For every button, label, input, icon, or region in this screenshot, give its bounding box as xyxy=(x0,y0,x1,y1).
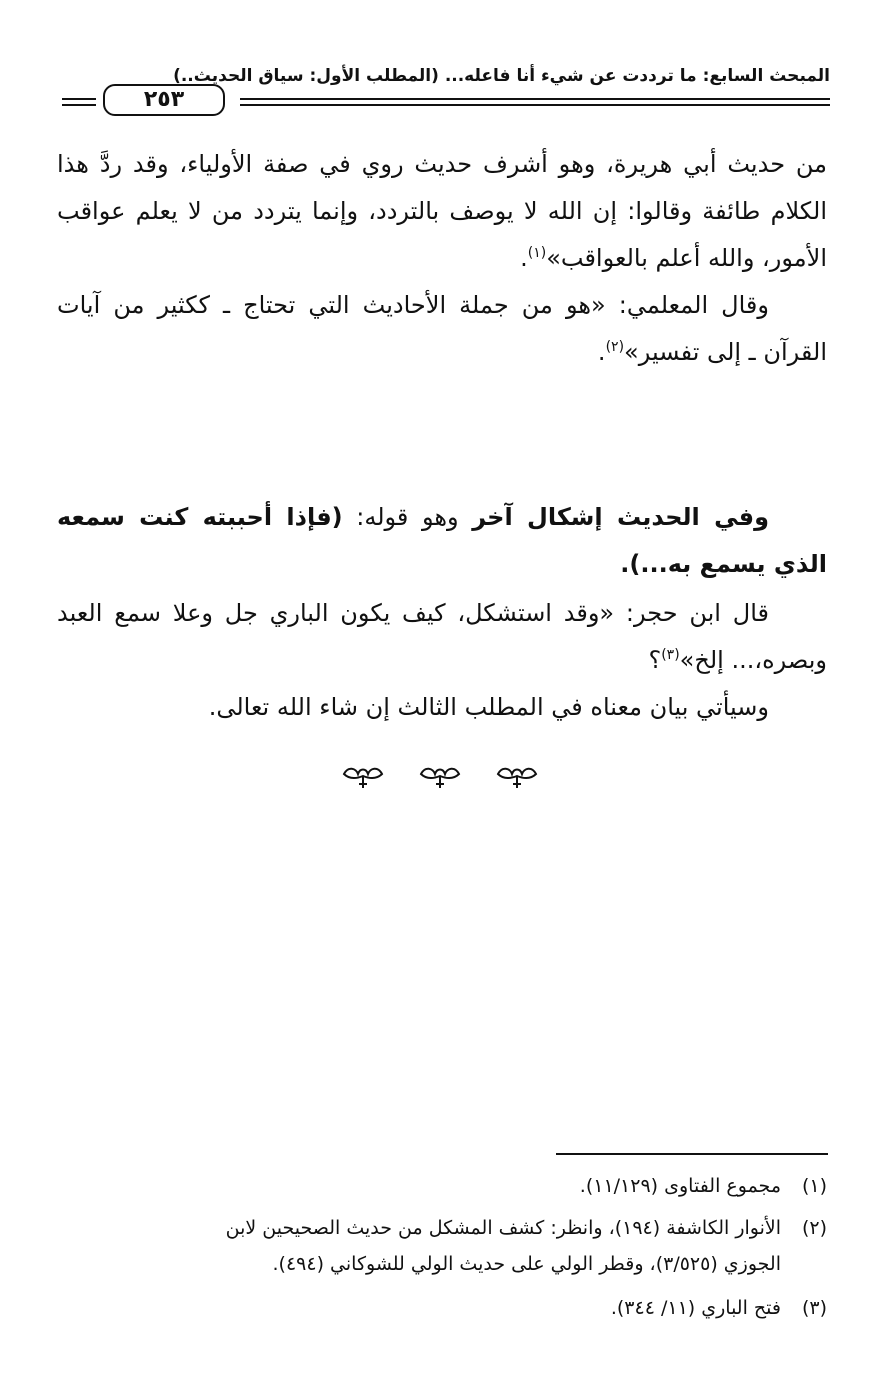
footnote xyxy=(52,1168,827,1204)
body-paragraph: قال ابن حجر: «وقد استشكل، كيف يكون الباري جل وعلا سمع العبد وبصره،... إلخ»$^{(٣)}$؟ xyxy=(57,599,827,674)
footnote-ref[interactable]: (١) xyxy=(527,245,547,261)
header-rule-left-2 xyxy=(62,104,96,106)
header-rule-right-2 xyxy=(240,104,830,106)
floral-ornament-icon xyxy=(417,762,463,792)
footnote-text: فتح الباري (١١/ ٣٤٤). xyxy=(610,1297,781,1319)
footnote-text: مجموع الفتاوى (١١/١٢٩). xyxy=(579,1175,781,1197)
body-paragraph: من حديث أبي هريرة، وهو أشرف حديث روي في صفة الأولياء، وقد ردَّ هذا الكلام طائفة وقالوا: إن الله لا يوصف بالتردد، وإنما يتردد من لا يعلم عواقب الأمور، والله أعلم بالعواقب»$^{(١)}$. xyxy=(57,150,827,272)
header-rule-right xyxy=(240,98,830,100)
body-paragraph: وقال المعلمي: «هو من جملة الأحاديث التي تحتاج ـ ككثير من آيات القرآن ـ إلى تفسير»$^{(٢)}$. xyxy=(57,291,827,366)
footnote-ref[interactable]: (٣) xyxy=(661,647,680,663)
footnote-text-continued: الجوزي (٣/٥٢٥)، وقطر الولي على حديث الولي للشوكاني (٤٩٤). xyxy=(272,1253,781,1275)
body-paragraph: وسيأتي بيان معناه في المطلب الثالث إن شاء الله تعالى. xyxy=(208,693,769,721)
footnote-text: الأنوار الكاشفة (١٩٤)، وانظر: كشف المشكل من حديث الصحيحين لابن xyxy=(225,1217,781,1239)
footnote xyxy=(52,1290,827,1326)
footnote xyxy=(52,1210,827,1282)
section-ornaments xyxy=(340,762,540,792)
footnote-number: (٣) xyxy=(801,1297,827,1319)
footnote-ref[interactable]: (٢) xyxy=(605,339,625,355)
running-header-title: المبحث السابع: ما ترددت عن شيء أنا فاعله... (المطلب الأول: سياق الحديث..) xyxy=(173,66,830,86)
header-rule-left xyxy=(62,98,96,100)
floral-ornament-icon xyxy=(494,762,540,792)
page-header xyxy=(58,62,830,116)
footnote-separator xyxy=(556,1153,828,1155)
footnote-number: (٢) xyxy=(801,1217,827,1239)
body-paragraph: وفي الحديث إشكال آخر وهو قوله: (فإذا أحببته كنت سمعه الذي يسمع به...). xyxy=(57,503,827,578)
footnote-number: (١) xyxy=(801,1175,827,1197)
floral-ornament-icon xyxy=(340,762,386,792)
page-number: ٢٥٣ xyxy=(103,84,225,116)
